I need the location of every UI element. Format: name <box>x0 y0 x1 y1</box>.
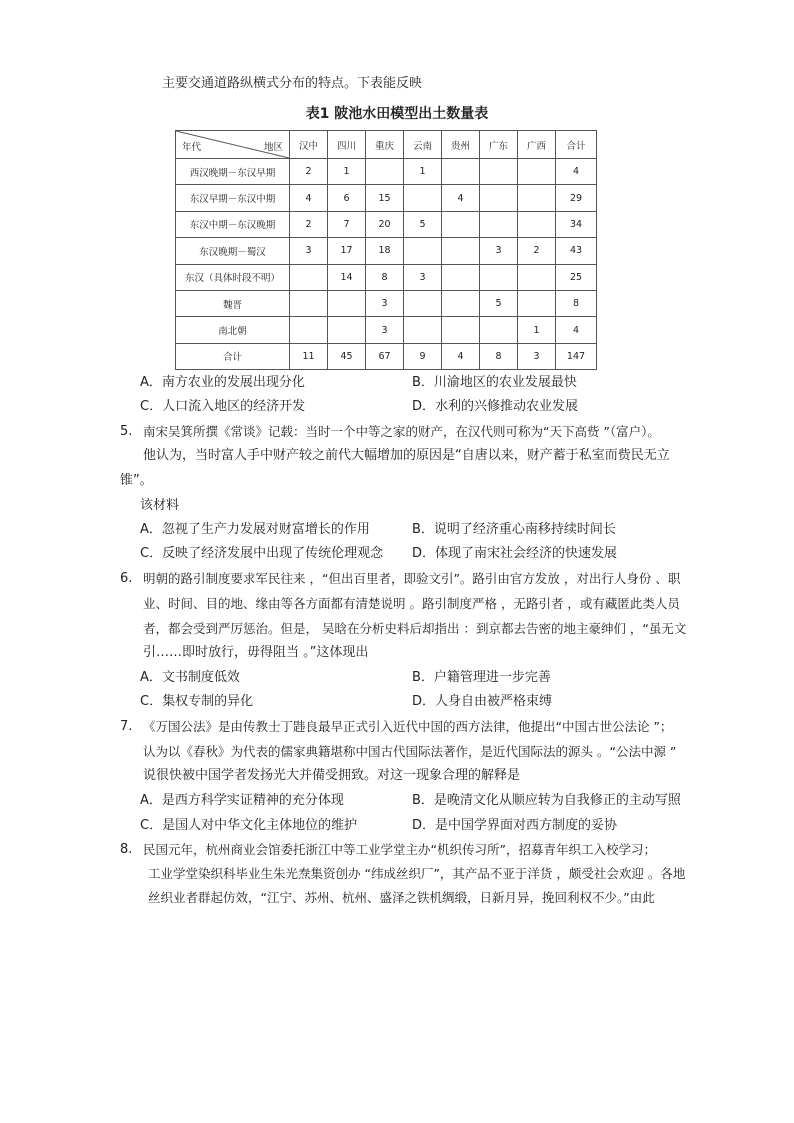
table-cell: 3 <box>366 290 404 316</box>
q7-option-a: A．是西方科学实证精神的充分体现 <box>140 793 344 808</box>
header-region-label: 地区 <box>263 142 283 153</box>
table-row <box>176 290 597 316</box>
table-cell <box>442 159 480 185</box>
table-cell: 43 <box>556 238 597 264</box>
table-cell: 11 <box>290 343 328 369</box>
row-era-cell: 东汉早期－东汉中期 <box>176 185 290 211</box>
row-era-cell: 西汉晚期－东汉早期 <box>176 159 290 185</box>
column-header: 广西 <box>518 131 556 159</box>
q8-stem-line-1: 民国元年，杭州商业会馆委托浙江中等工业学堂主办“机织传习所”，招募青年织工入校学习； <box>143 842 656 857</box>
column-header: 汉中 <box>290 131 328 159</box>
q4-option-a: A．南方农业的发展出现分化 <box>140 375 305 390</box>
q6-stem-line-2: 业、时间、目的地、缘由等各方面都有清楚说明 。路引制度严格 ，无路引者 ，或有藏匿此类人员 <box>143 596 680 611</box>
table-cell <box>366 159 404 185</box>
row-era-cell: 魏晋 <box>176 290 290 316</box>
table-cell: 3 <box>290 238 328 264</box>
table-cell: 4 <box>556 159 597 185</box>
q6-stem-line-4: 引……即时放行，毋得阻当 。”这体现出 <box>143 645 369 660</box>
table-cell <box>442 317 480 343</box>
table-cell <box>480 264 518 290</box>
table-cell <box>518 264 556 290</box>
q8-stem-line-2: 工业学堂染织科毕业生朱光焘集资创办 “纬成丝织厂”，其产品不亚于洋货 ，颇受社会欢迎 。各地 <box>148 866 686 881</box>
table-cell <box>442 211 480 237</box>
row-era-cell: 东汉中期－东汉晚期 <box>176 211 290 237</box>
table-cell: 3 <box>404 264 442 290</box>
table-cell: 67 <box>366 343 404 369</box>
q6-option-a: A．文书制度低效 <box>140 670 240 685</box>
table-cell: 4 <box>442 343 480 369</box>
table-header-row <box>176 131 597 159</box>
q5-stem-line-1: 南宋吴箕所撰《常谈》记载：当时一个中等之家的财产，在汉代则可称为“天下高赀 ”（富户）。 <box>143 424 660 439</box>
table-row <box>176 317 597 343</box>
table-cell: 8 <box>366 264 404 290</box>
q7-number: 7. <box>120 719 133 734</box>
q5-stem-line-2: 他认为，当时富人手中财产较之前代大幅增加的原因是“自唐以来，财产蓄于私室而赀民无立 <box>143 448 670 463</box>
table-cell <box>404 238 442 264</box>
table-cell <box>404 290 442 316</box>
q6-stem-line-3: 者，都会受到严厉惩治。但是， 吴晗在分析史料后却指出 ：到京都去告密的地主豪绅们 ，“虽无文 <box>143 621 687 636</box>
table-cell <box>404 185 442 211</box>
q5-option-a: A．忽视了生产力发展对财富增长的作用 <box>140 522 370 537</box>
q8-stem-line-3: 丝织业者群起仿效，“江宁、苏州、杭州、盛泽之铁机绸缎，日新月异，挽回利权不少。”由此 <box>148 890 655 905</box>
q4-option-d: D．水利的兴修推动农业发展 <box>412 399 579 414</box>
table-cell <box>480 159 518 185</box>
table-row <box>176 264 597 290</box>
table-cell <box>290 290 328 316</box>
table-cell: 8 <box>480 343 518 369</box>
table-cell: 3 <box>518 343 556 369</box>
column-header: 广东 <box>480 131 518 159</box>
table-cell <box>328 290 366 316</box>
q7-option-c: C．是国人对中华文化主体地位的维护 <box>140 818 358 833</box>
q6-option-b: B．户籍管理进一步完善 <box>412 670 551 685</box>
table-cell <box>480 211 518 237</box>
q4-option-b: B．川渝地区的农业发展最快 <box>412 375 577 390</box>
table-row <box>176 211 597 237</box>
table-cell: 25 <box>556 264 597 290</box>
table-cell: 4 <box>290 185 328 211</box>
table-cell: 15 <box>366 185 404 211</box>
table-cell: 4 <box>442 185 480 211</box>
table-cell <box>442 238 480 264</box>
q6-option-d: D．人身自由被严格束缚 <box>412 694 553 709</box>
table-cell: 2 <box>290 211 328 237</box>
table-caption: 表1 陂池水田模型出土数量表 <box>305 106 489 122</box>
table-cell: 147 <box>556 343 597 369</box>
table-cell: 8 <box>556 290 597 316</box>
table-cell: 1 <box>518 317 556 343</box>
row-era-cell: 东汉晚期－蜀汉 <box>176 238 290 264</box>
q7-stem-line-3: 说很快被中国学者发扬光大并備受拥致。对这一现象合理的解释是 <box>143 768 521 783</box>
table-cell <box>442 264 480 290</box>
table-cell <box>480 317 518 343</box>
table-cell <box>328 317 366 343</box>
q7-option-d: D．是中国学界面对西方制度的妥协 <box>412 818 618 833</box>
row-era-cell: 合计 <box>176 343 290 369</box>
table-cell: 2 <box>290 159 328 185</box>
q5-option-d: D．体现了南宋社会经济的快速发展 <box>412 546 618 561</box>
column-header: 四川 <box>328 131 366 159</box>
intro-line: 主要交通道路纵横式分布的特点。下表能反映 <box>162 76 423 91</box>
column-header: 贵州 <box>442 131 480 159</box>
table-cell: 3 <box>366 317 404 343</box>
q5-option-c: C．反映了经济发展中出现了传统伦理观念 <box>140 546 384 561</box>
table-cell <box>442 290 480 316</box>
table-cell <box>290 317 328 343</box>
q5-stem-line-3: 锥”。 <box>120 473 153 488</box>
table-cell: 1 <box>328 159 366 185</box>
q6-number: 6. <box>120 571 133 586</box>
table-cell: 14 <box>328 264 366 290</box>
table-cell <box>518 290 556 316</box>
table-cell: 5 <box>480 290 518 316</box>
column-header: 重庆 <box>366 131 404 159</box>
q6-stem-line-1: 明朝的路引制度要求军民往来 ，“但出百里者，即验文引”。路引由官方发放 ，对出行人身份 、职 <box>143 571 681 586</box>
column-header: 云南 <box>404 131 442 159</box>
table-cell: 4 <box>556 317 597 343</box>
q5-number: 5. <box>120 424 133 439</box>
table-cell: 7 <box>328 211 366 237</box>
q7-option-b: B．是晚清文化从顺应转为自我修正的主动写照 <box>412 793 681 808</box>
q5-stem-line-4: 该材料 <box>140 498 180 513</box>
q4-option-c: C．人口流入地区的经济开发 <box>140 399 306 414</box>
table-cell <box>518 211 556 237</box>
row-era-cell: 东汉（具体时段不明） <box>176 264 290 290</box>
table-cell: 5 <box>404 211 442 237</box>
table-row <box>176 159 597 185</box>
table-cell <box>518 185 556 211</box>
q8-number: 8. <box>120 842 133 857</box>
table-cell: 3 <box>480 238 518 264</box>
table-cell <box>404 317 442 343</box>
q5-option-b: B．说明了经济重心南移持续时间长 <box>412 522 616 537</box>
table-cell <box>518 159 556 185</box>
table-row <box>176 238 597 264</box>
table-row-total <box>176 343 597 369</box>
table-cell: 2 <box>518 238 556 264</box>
q7-stem-line-1: 《万国公法》是由传教士丁韪良最早正式引入近代中国的西方法律，他提出“中国古世公法论 ”； <box>143 719 673 734</box>
q6-option-c: C．集权专制的异化 <box>140 694 254 709</box>
table-cell: 20 <box>366 211 404 237</box>
table-cell: 6 <box>328 185 366 211</box>
table-cell: 29 <box>556 185 597 211</box>
table-cell: 17 <box>328 238 366 264</box>
q7-stem-line-2: 认为以《春秋》为代表的儒家典籍堪称中国古代国际法著作，是近代国际法的源头 。“公法中源 ” <box>143 744 677 759</box>
table-cell <box>480 185 518 211</box>
table-cell: 1 <box>404 159 442 185</box>
diagonal-header-cell <box>176 131 290 159</box>
column-header: 合计 <box>556 131 597 159</box>
table-cell: 45 <box>328 343 366 369</box>
table-cell: 34 <box>556 211 597 237</box>
header-era-label: 年代 <box>182 142 202 153</box>
table-row <box>176 185 597 211</box>
table-cell <box>290 264 328 290</box>
row-era-cell: 南北朝 <box>176 317 290 343</box>
table-cell: 18 <box>366 238 404 264</box>
data-table <box>175 130 597 370</box>
table-cell: 9 <box>404 343 442 369</box>
